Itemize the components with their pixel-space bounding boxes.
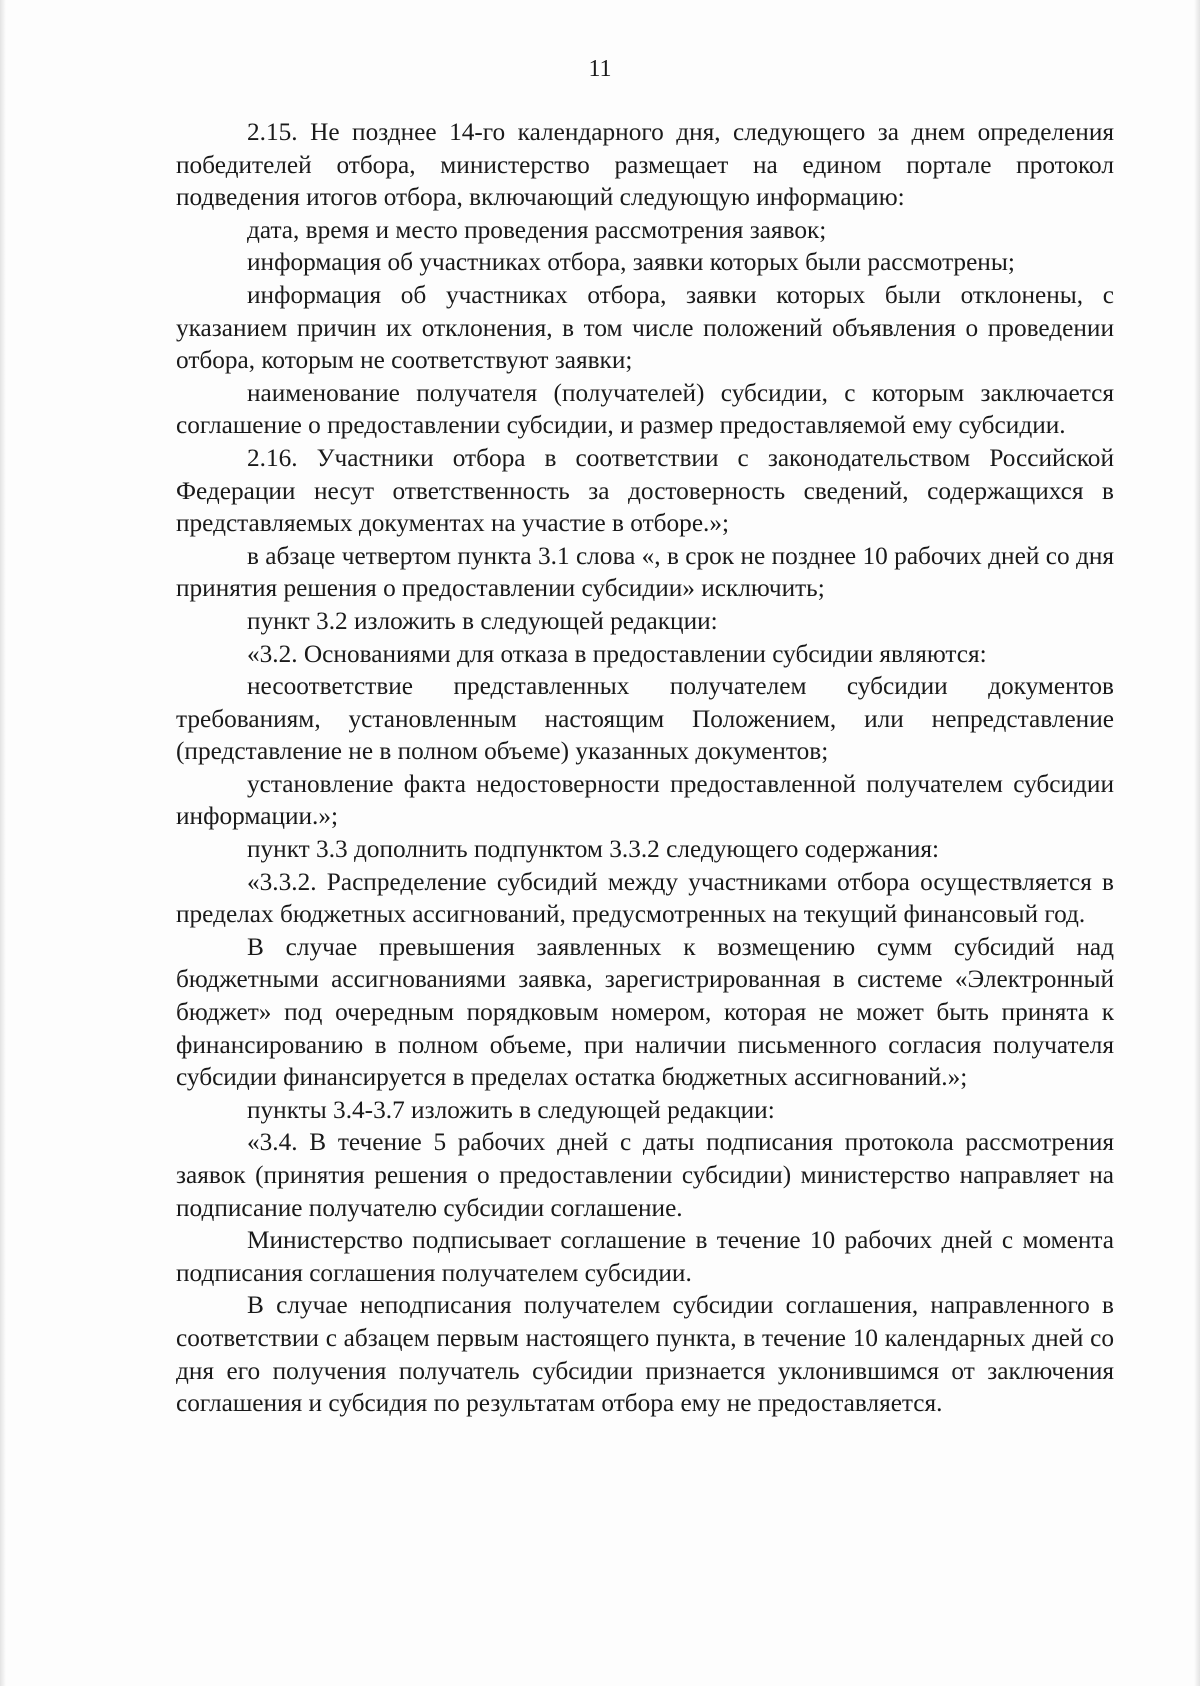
amendment-3-1: в абзаце четвертом пункта 3.1 слова «, в срок не позднее 10 рабочих дней со дня принятия решения о предоставлении субсидии» исключить; xyxy=(176,541,1114,603)
amendment-3-2-intro: пункт 3.2 изложить в следующей редакции: xyxy=(247,606,718,635)
paragraph-non-signing: В случае неподписания получателем субсидии соглашения, направленного в соответствии с абзацем первым настоящего пункта, в течение 10 календарных дней со дня его получения получатель субсидии признается уклонившимся от заключения соглашения и субсидия по результатам отбора ему не предоставляется. xyxy=(176,1291,1114,1418)
paragraph-2-15: 2.15. Не позднее 14-го календарного дня, следующего за днем определения победителей отбора, министерство размещает на едином портале протокол подведения итогов отбора, включающий следующую информацию: xyxy=(176,118,1114,212)
document-body xyxy=(176,116,1114,1420)
amendment-3-3-intro: пункт 3.3 дополнить подпунктом 3.3.2 следующего содержания: xyxy=(247,835,940,864)
list-item-rejected-participants: информация об участниках отбора, заявки которых были отклонены, с указанием причин их отклонения, в том числе положений объявления о проведении отбора, которым не соответствуют заявки; xyxy=(176,280,1114,375)
paragraph-budget-excess: В случае превышения заявленных к возмещению сумм субсидий над бюджетными ассигнованиями заявка, зарегистрированная в системе «Электронный бюджет» под очередным порядковым номером, которая не может быть принята к финансированию в полном объеме, при наличии письменного согласия получателя субсидии финансируется в пределах остатка бюджетных ассигнований.»; xyxy=(176,932,1114,1092)
scan-edge-right xyxy=(1194,0,1200,1686)
page-number: 11 xyxy=(588,56,612,82)
paragraph-3-3-2: «3.3.2. Распределение субсидий между участниками отбора осуществляется в пределах бюджетных ассигнований, предусмотренных на текущий финансовый год. xyxy=(176,867,1114,929)
refusal-reason-false-info: установление факта недостоверности предоставленной получателем субсидии информации.»; xyxy=(176,769,1114,831)
list-item-date-time-place: дата, время и место проведения рассмотрения заявок; xyxy=(247,215,827,244)
paragraph-2-16: 2.16. Участники отбора в соответствии с законодательством Российской Федерации несут ответственность за достоверность сведений, содержащихся в представляемых документах на участие в отборе.»; xyxy=(176,443,1114,538)
paragraph-ministry-signs: Министерство подписывает соглашение в течение 10 рабочих дней с момента подписания соглашения получателем субсидии. xyxy=(176,1226,1114,1287)
paragraph-3-2: «3.2. Основаниями для отказа в предоставлении субсидии являются: xyxy=(247,639,987,668)
scan-edge-left xyxy=(0,0,6,1686)
list-item-considered-participants: информация об участниках отбора, заявки которых были рассмотрены; xyxy=(247,248,1015,277)
paragraph-3-4: «3.4. В течение 5 рабочих дней с даты подписания протокола рассмотрения заявок (принятия решения о предоставлении субсидии) министерство направляет на подписание получателю субсидии соглашение. xyxy=(176,1128,1114,1222)
refusal-reason-documents: несоответствие представленных получателем субсидии документов требованиям, установленным настоящим Положением, или непредставление (представление не в полном объеме) указанных документов; xyxy=(176,672,1114,766)
list-item-recipient-name: наименование получателя (получателей) субсидии, с которым заключается соглашение о предоставлении субсидии, и размер предоставляемой ему субсидии. xyxy=(176,378,1114,440)
amendment-3-4-3-7-intro: пункты 3.4-3.7 изложить в следующей редакции: xyxy=(247,1095,775,1124)
